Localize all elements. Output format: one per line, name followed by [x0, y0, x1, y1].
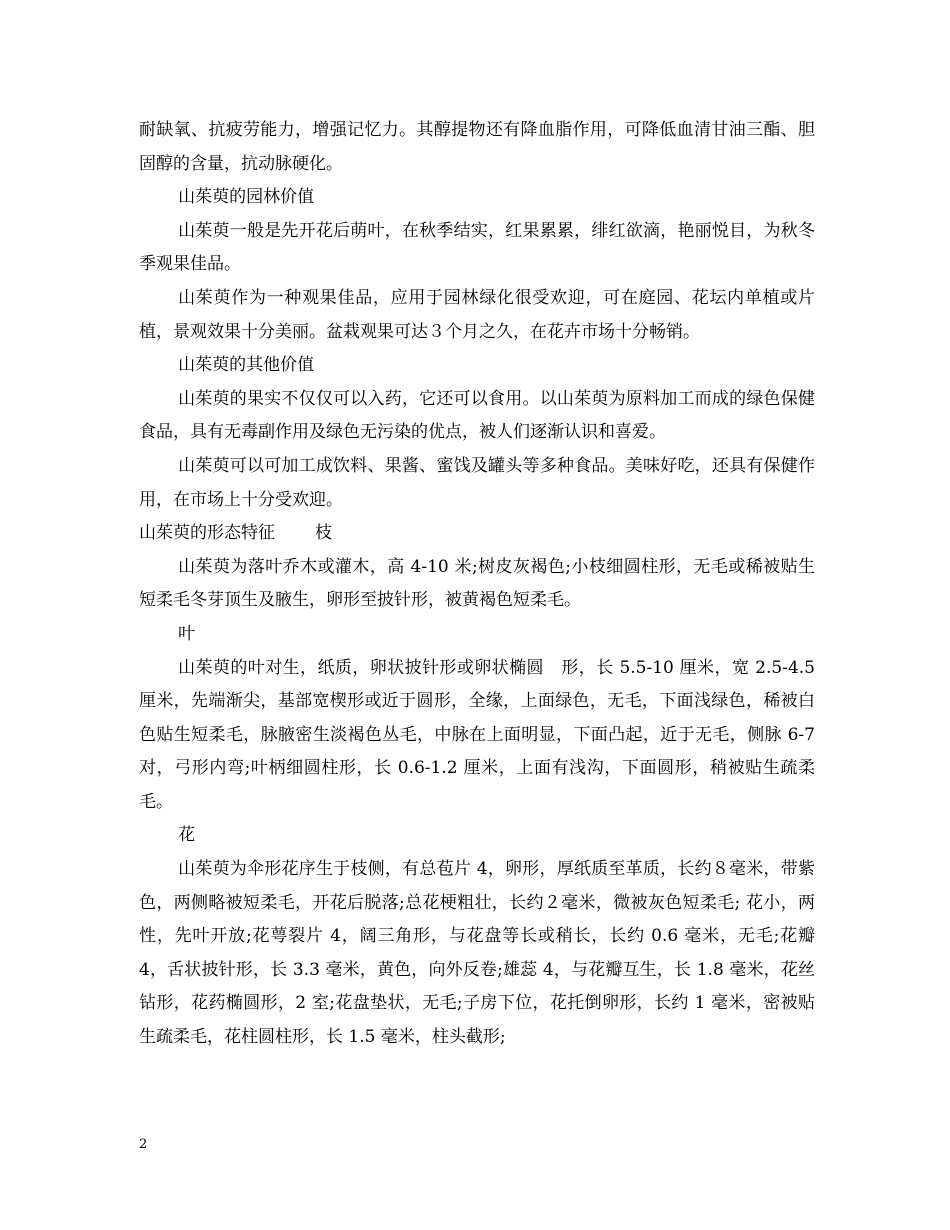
heading-other-value: 山茱萸的其他价值 [178, 355, 315, 376]
paragraph-other-2: 山茱萸可以可加工成饮料、果酱、蜜饯及罐头等多种食品。美味好吃，还具有保健作用，在市场上十分受欢迎。 [139, 455, 815, 510]
heading-morphology-title: 山茱萸的形态特征 [139, 523, 275, 544]
paragraph-garden-2: 山茱萸作为一种观果佳品，应用于园林绿化很受欢迎，可在庭园、花坛内单植或片植，景观效果十分美丽。盆栽观果可达３个月之久，在花卉市场十分畅销。 [139, 287, 815, 342]
heading-leaf: 叶 [178, 623, 196, 644]
paragraph-pharmacology-end: 耐缺氧、抗疲劳能力，增强记忆力。其醇提物还有降血脂作用，可降低血清甘油三酯、胆固醇的含量，抗动脉硬化。 [139, 120, 815, 174]
body-text [139, 114, 815, 1055]
heading-morphology [139, 517, 815, 551]
paragraph-garden-1: 山茱萸一般是先开花后萌叶，在秋季结实，红果累累，绯红欲滴，艳丽悦目，为秋冬季观果佳品。 [139, 220, 815, 275]
paragraph-flower: 山茱萸为伞形花序生于枝侧，有总苞片 4，卵形，厚纸质至革质，长约８毫米，带紫色，两侧略被短柔毛，开花后脱落;总花梗粗壮，长约２毫米，微被灰色短柔毛; 花小，两性，先叶开放;花萼裂片 4，阔三角形，与花盘等长或稍长，长约 0.6 毫米，无毛;花瓣 4，舌状披针形，长 3.3 毫米，黄色，向外反卷;雄蕊 4，与花瓣互生，长 1.8 毫米，花丝钻形，花药椭圆形，2 室;花盘垫状，无毛;子房下位，花托倒卵形，长约 1 毫米，密被贴生疏柔毛，花柱圆柱形，长 1.5 毫米，柱头截形; [139, 859, 815, 1048]
heading-garden-value: 山茱萸的园林价值 [178, 187, 315, 208]
paragraph-leaf: 山茱萸的叶对生，纸质，卵状披针形或卵状椭圆 形，长 5.5-10 厘米，宽 2.5-4.5 厘米，先端渐尖，基部宽楔形或近于圆形，全缘，上面绿色，无毛，下面浅绿色，稀被白色贴生短柔毛，脉腋密生淡褐色丛毛，中脉在上面明显，下面凸起，近于无毛，侧脉 6-7 对，弓形内弯;叶柄细圆柱形，长 0.6-1.2 厘米，上面有浅沟，下面圆形，稍被贴生疏柔毛。 [139, 657, 815, 812]
paragraph-branch: 山茱萸为落叶乔木或灌木，高 4-10 米;树皮灰褐色;小枝细圆柱形，无毛或稀被贴生短柔毛冬芽顶生及腋生，卵形至披针形，被黄褐色短柔毛。 [139, 556, 815, 611]
page-number: 2 [139, 1137, 148, 1152]
heading-branch: 枝 [315, 523, 332, 544]
paragraph-other-1: 山茱萸的果实不仅仅可以入药，它还可以食用。以山茱萸为原料加工而成的绿色保健食品，具有无毒副作用及绿色无污染的优点，被人们逐渐认识和喜爱。 [139, 388, 815, 443]
heading-flower: 花 [178, 825, 196, 846]
